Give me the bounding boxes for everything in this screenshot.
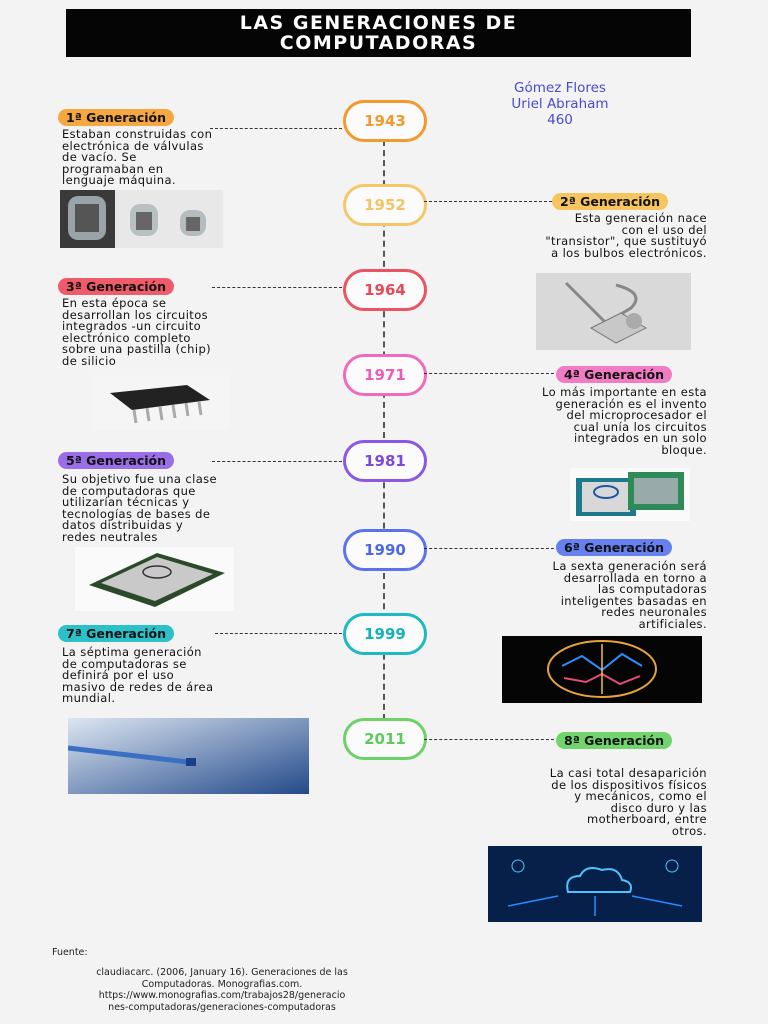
- connector-7: [215, 633, 342, 634]
- cloud-network-image: [488, 846, 702, 922]
- generation-label-3: 3ª Generación: [58, 278, 174, 295]
- generation-text-8: La casi total desaparición de los dispositivos físicos y mecánicos, como el disco duro y las motherboard, entre otros.: [549, 766, 707, 838]
- title-banner: [66, 9, 691, 57]
- year-circle-1990: 1990: [343, 529, 427, 571]
- author-block: [470, 80, 650, 128]
- connector-5: [212, 461, 342, 462]
- generation-label-8: 8ª Generación: [556, 732, 672, 749]
- microchip-tweezers-image: [68, 718, 309, 794]
- title-line-2: COMPUTADORAS: [279, 32, 478, 54]
- generation-text-5: Su objetivo fue una clase de computadoras que utilizarían técnicas y tecnologías de bases de datos distribuidas y redes neutrales: [62, 472, 218, 544]
- connector-3: [212, 287, 342, 288]
- generation-label-2: 2ª Generación: [552, 193, 668, 210]
- generation-text-3: En esta época se desarrollan los circuitos integrados -un circuito electrónico completo sobre una pastilla (chip) de silicio: [62, 296, 212, 368]
- generation-text-1: Estaban construidas con electrónica de válvulas de vacío. Se programaban en lenguaje máquina.: [62, 127, 213, 188]
- generation-text-2: Esta generación nace con el uso del "transistor", que sustituyó a los bulbos electrónicos.: [545, 211, 707, 260]
- intel-processor-image: [570, 468, 690, 521]
- circuit-brain-image: [502, 636, 702, 703]
- year-circle-1964: 1964: [343, 269, 427, 311]
- year-circle-1981: 1981: [343, 440, 427, 482]
- generation-text-7: La séptima generación de computadoras se definirá por el uso masivo de redes de área mundial.: [62, 645, 214, 706]
- connector-4: [424, 373, 554, 374]
- author-group: 460: [547, 112, 573, 128]
- author-line-2: Uriel Abraham: [511, 96, 609, 112]
- generation-label-7: 7ª Generación: [58, 625, 174, 642]
- intel-core-i7-image: [75, 547, 234, 611]
- generation-text-6: La sexta generación será desarrollada en torno a las computadoras inteligentes basadas en redes neuronales artificiales.: [552, 559, 707, 631]
- generation-label-6: 6ª Generación: [556, 539, 672, 556]
- title-line-1: LAS GENERACIONES DE: [239, 12, 518, 34]
- source-citation: claudiacarc. (2006, January 16). Generaciones de las Computadoras. Monografias.com. https://www.monografias.com/trabajos28/generacio nes-computadoras/generaciones-computadoras: [96, 967, 348, 1013]
- integrated-circuit-image: [92, 375, 229, 430]
- transistor-image: [536, 273, 691, 350]
- author-line-1: Gómez Flores: [514, 80, 606, 96]
- year-circle-2011: 2011: [343, 718, 427, 760]
- connector-2: [424, 201, 552, 202]
- connector-8: [424, 739, 554, 740]
- year-circle-1943: 1943: [343, 100, 427, 142]
- year-circle-1971: 1971: [343, 354, 427, 396]
- year-circle-1999: 1999: [343, 613, 427, 655]
- generation-label-5: 5ª Generación: [58, 452, 174, 469]
- connector-6: [424, 548, 554, 549]
- year-circle-1952: 1952: [343, 184, 427, 226]
- generation-text-4: Lo más importante en esta generación es el invento del microprocesador el cual unía los circuitos integrados en un solo bloque.: [542, 385, 707, 457]
- generation-label-1: 1ª Generación: [58, 109, 174, 126]
- vacuum-tubes-image: [60, 190, 223, 248]
- source-heading: Fuente:: [52, 947, 88, 958]
- generation-label-4: 4ª Generación: [556, 366, 672, 383]
